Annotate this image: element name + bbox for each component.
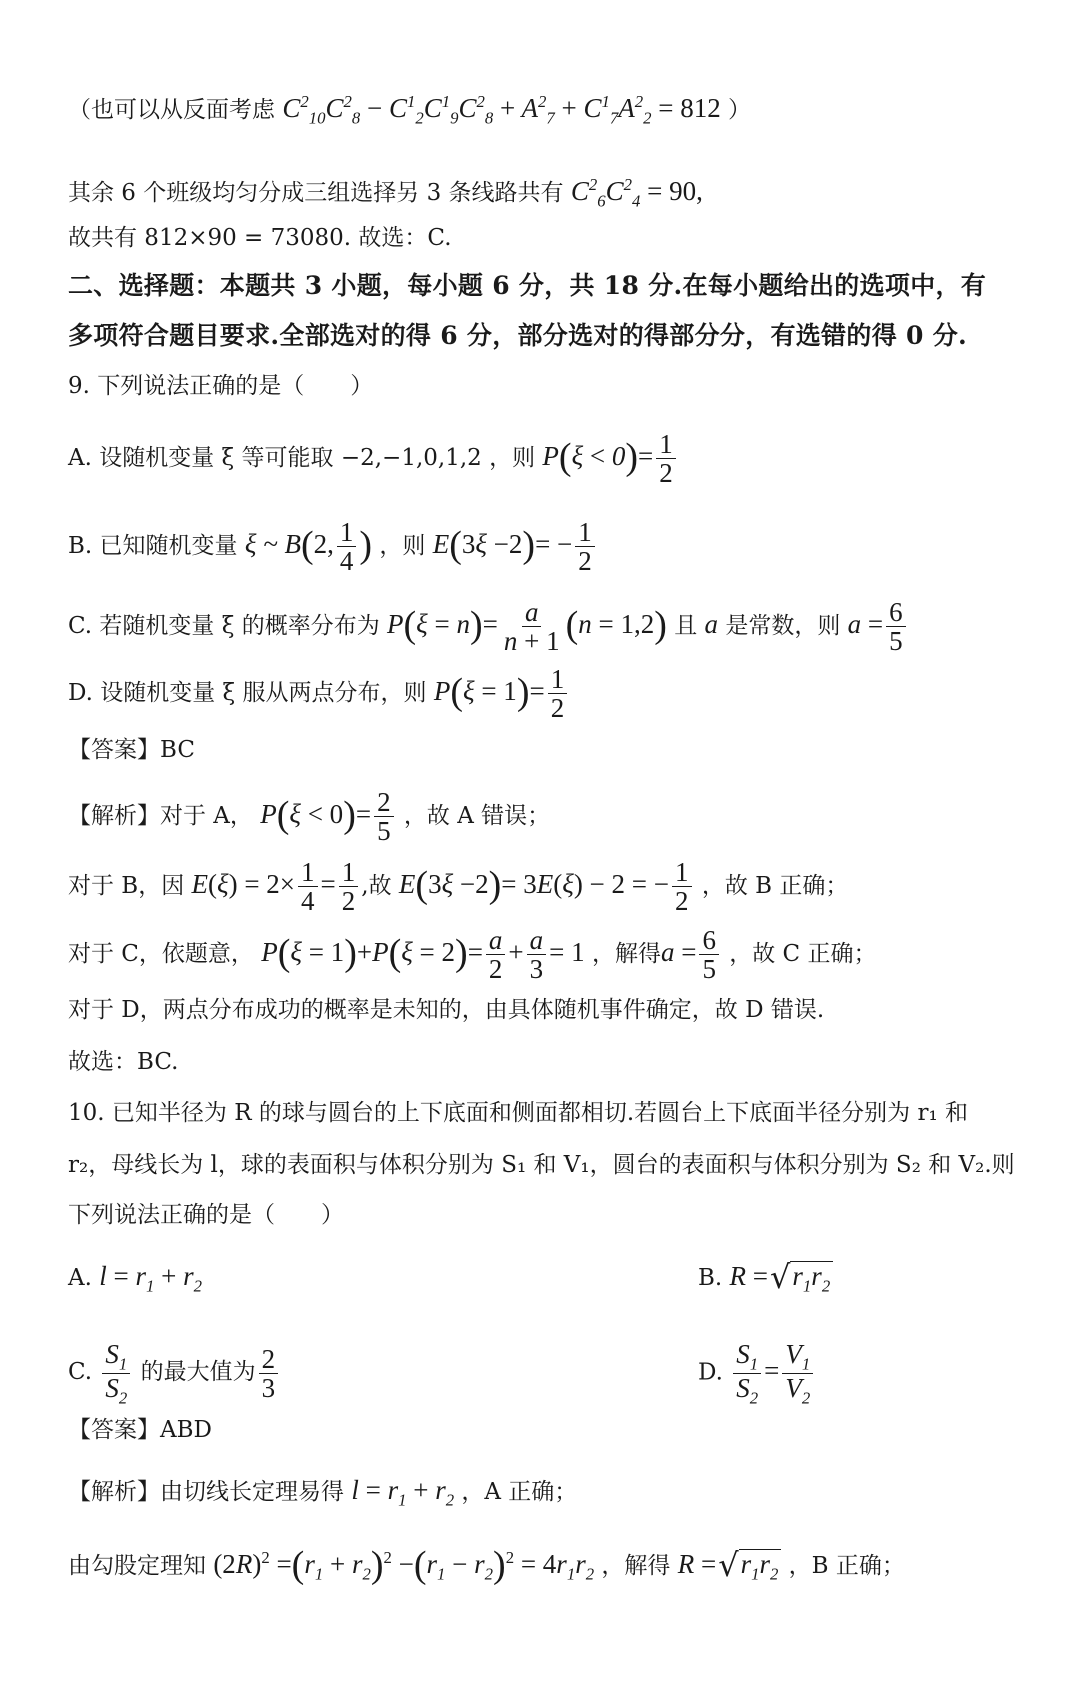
section-title-line-2: 多项符合题目要求.全部选对的得 6 分，部分选对的得部分分，有选错的得 0 分. xyxy=(68,321,968,350)
q10-option-d: D. $\frac{S_1}{S_2}$ = $\frac{V_1}{V_2}$ xyxy=(698,1340,816,1407)
section-title-line-1: 二、选择题：本题共 3 小题，每小题 6 分，共 18 分.在每小题给出的选项中，有 xyxy=(68,271,987,300)
q10-analysis-2: 由勾股定理知 $(2R)^2 =(r_1 + r_2)^2 -(r_1 - r_2)^2 = 4r_1r_2$ ，解得 $R =√r_1r_2$ ，B 正确； xyxy=(68,1544,905,1586)
text-line-alt-count: （也可以从反面考虑 $C^2_{10}C^2_8 - C^1_2C^1_9C^2_8 + A^2_7 + C^1_7A^2_2 = 812$ ） xyxy=(68,92,752,128)
question-10-stem-1: 10. 已知半径为 R 的球与圆台的上下底面和侧面都相切.若圆台上下底面半径分别为 r₁ 和 xyxy=(68,1100,968,1126)
question-10-stem-2: r₂，母线长为 l，球的表面积与体积分别为 S₁ 和 V₁，圆台的表面积与体积分别为 S₂ 和 V₂.则 xyxy=(68,1152,1015,1178)
q10-answer: 【答案】ABD xyxy=(68,1417,212,1443)
q9-analysis-a: 【解析】对于 A， P(ξ < 0)= $\frac{2}{5}$ ，故 A 错误； xyxy=(68,787,551,847)
q9-option-a: A. 设随机变量 ξ 等可能取 −2,−1,0,1,2 ，则 P(ξ < 0)= $\frac{1}{2}$ xyxy=(68,430,1020,488)
q9-option-d: D. 设随机变量 ξ 服从两点分布，则 P(ξ = 1)= $\frac{1}{2}$ xyxy=(68,665,1020,723)
q9-option-b: B. 已知随机变量 ξ ~ B(2, $\frac{1}{4}$ ) ，则 E(3ξ −2)= − $\frac{1}{2}$ xyxy=(68,518,1020,576)
q9-analysis-b: 对于 B，因 E(ξ) = 2× $\frac{1}{4}$ = $\frac{1}{2}$ ,故 E(3ξ −2)= 3E(ξ) − 2 = − $\frac{1}{2}$ ，故 B 正确； xyxy=(68,857,849,917)
q9-analysis-c: 对于 C，依题意， P(ξ = 1)+P(ξ = 2)= $\frac{a}{2}$ + $\frac{a}{3}$ = 1 ，解得a = $\frac{6}{5}$ ，故 C 正确； xyxy=(68,925,877,985)
q9-answer: 【答案】BC xyxy=(68,737,195,763)
q9-option-c: C. 若随机变量 ξ 的概率分布为 P(ξ = n)= $\frac{a}{n + 1}$ (n = 1,2) 且 a 是常数，则 a = $\frac{6}{5}$ xyxy=(68,598,1020,656)
q10-options-row-2 xyxy=(68,1340,1020,1407)
question-9-stem: 9. 下列说法正确的是（ ） xyxy=(68,373,374,399)
text-line-remaining-classes: 其余 6 个班级均匀分成三组选择另 3 条线路共有 $C^2_6C^2_4 = 90$, xyxy=(68,175,703,211)
q9-analysis-d: 对于 D，两点分布成功的概率是未知的，由具体随机事件确定，故 D 错误. xyxy=(68,997,825,1023)
text-line-total: 故共有 812×90 = 73080. 故选：C. xyxy=(68,225,452,251)
q10-option-a: A. $l = r_1 + r_2$ xyxy=(68,1261,202,1296)
q9-choose: 故选：BC. xyxy=(68,1049,179,1075)
q10-option-c: C. $\frac{S_1}{S_2}$ 的最大值为 $\frac{2}{3}$ xyxy=(68,1359,281,1385)
q10-analysis-1: 【解析】由切线长定理易得 $l = r_1 + r_2$ ，A 正确； xyxy=(68,1475,578,1510)
q10-option-b: B. $R =√r_1r_2$ xyxy=(698,1256,833,1298)
q10-options-row-1 xyxy=(68,1256,1020,1306)
question-10-stem-3: 下列说法正确的是（ ） xyxy=(68,1202,344,1228)
